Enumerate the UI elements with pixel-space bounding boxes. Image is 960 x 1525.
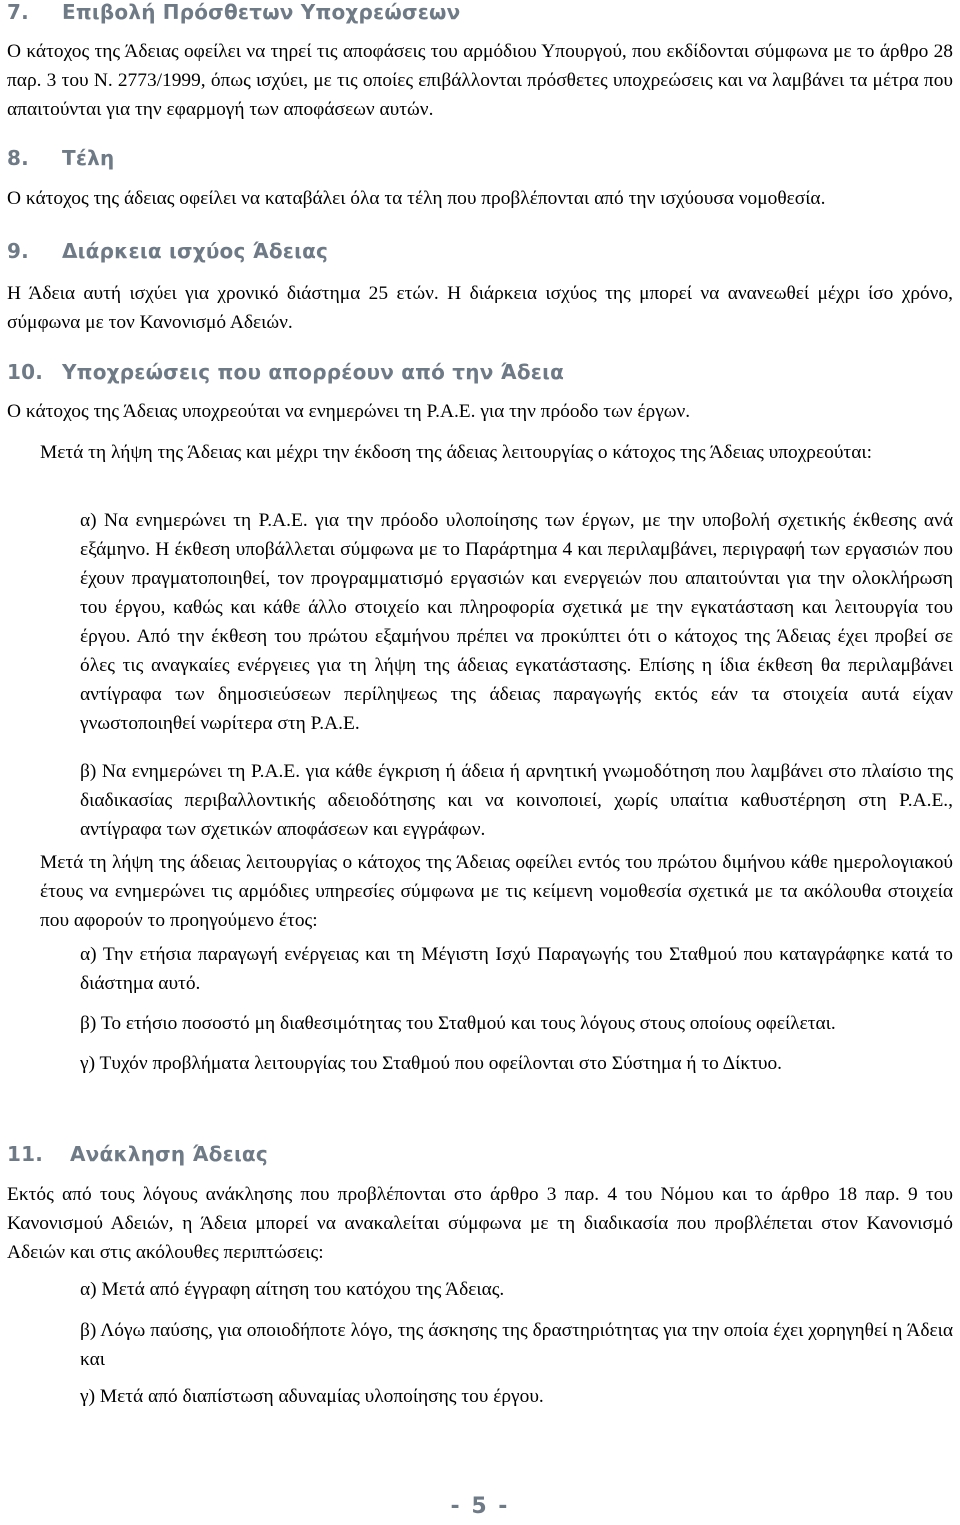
section-10-item-c2: β) Το ετήσιο ποσοστό μη διαθεσιμότητας του Σταθμού και τους λόγους στους οποίους οφείλεται. xyxy=(80,1013,836,1034)
section-8-title: Τέλη xyxy=(62,146,115,170)
section-10-paragraph-1: Ο κάτοχος της Άδειας υποχρεούται να ενημερώνει τη Ρ.Α.Ε. για την πρόοδο των έργων. xyxy=(7,401,691,422)
section-10-item-c1: α) Την ετήσια παραγωγή ενέργειας και τη Μέγιστη Ισχύ Παραγωγής του Σταθμού που καταγράφηκε κατά το διάστημα αυτό. xyxy=(80,944,953,994)
section-9-heading xyxy=(7,239,328,263)
section-8-paragraph: Ο κάτοχος της άδειας οφείλει να καταβάλει όλα τα τέλη που προβλέπονται από την ισχύουσα νομοθεσία. xyxy=(7,188,826,209)
section-9-number: 9. xyxy=(7,239,29,263)
section-10-number: 10. xyxy=(7,360,44,384)
section-7-title: Επιβολή Πρόσθετων Υποχρεώσεων xyxy=(62,0,461,24)
section-10-item-a: α) Να ενημερώνει τη Ρ.Α.Ε. για την πρόοδο υλοποίησης των έργων, με την υποβολή σχετικής έκθεσης ανά εξάμηνο. Η έκθεση υποβάλλεται σύμφωνα με το Παράρτημα 4 και περιλαμβάνει, περιγραφή των εργασιών που έχουν πραγματοποιηθεί, τον προγραμματισμό εργασιών και ενεργειών που απαιτούνται για την ολοκλήρωση του έργου, καθώς και κάθε άλλο στοιχείο και πληροφορία σχετικά με την εγκατάσταση και λειτουργία του έργου. Από την έκθεση του πρώτου εξαμήνου πρέπει να προκύπτει ότι ο κάτοχος της Άδειας έχει προβεί σε όλες τις αναγκαίες ενέργειες για τη λήψη της άδειας εγκατάστασης. Επίσης η ίδια έκθεση θα περιλαμβάνει αντίγραφα των δημοσιεύσεων περίληψεως της άδειας παραγωγής εκτός εάν τα στοιχεία αυτά είχαν γνωστοποιηθεί νωρίτερα στη Ρ.Α.Ε. xyxy=(80,510,953,734)
section-11-item-b: β) Λόγω παύσης, για οποιοδήποτε λόγο, της άσκησης της δραστηριότητας για την οποία έχει χορηγηθεί η Άδεια και xyxy=(80,1320,953,1370)
section-11-paragraph: Εκτός από τους λόγους ανάκλησης που προβλέπονται στο άρθρο 3 παρ. 4 του Νόμου και το άρθρο 18 παρ. 9 του Κανονισμού Αδειών, η Άδεια μπορεί να ανακαλείται σύμφωνα με τη διαδικασία που προβλέπεται στον Κανονισμό Αδειών και στις ακόλουθες περιπτώσεις: xyxy=(7,1184,953,1263)
section-11-item-c: γ) Μετά από διαπίστωση αδυναμίας υλοποίησης του έργου. xyxy=(80,1386,544,1407)
section-10-paragraph-2: Μετά τη λήψη της Άδειας και μέχρι την έκδοση της άδειας λειτουργίας ο κάτοχος της Άδειας υποχρεούται: xyxy=(40,442,872,463)
section-11-number: 11. xyxy=(7,1142,44,1166)
section-10-item-c3: γ) Τυχόν προβλήματα λειτουργίας του Σταθμού που οφείλονται στο Σύστημα ή το Δίκτυο. xyxy=(80,1053,783,1074)
section-10-item-b: β) Να ενημερώνει τη Ρ.Α.Ε. για κάθε έγκριση ή άδεια ή αρνητική γνωμοδότηση που λαμβάνει στο πλαίσιο της διαδικασίας περιβαλλοντικής αδειοδότησης και να κοινοποιεί, χωρίς υπαίτια καθυστέρηση στη Ρ.Α.Ε., αντίγραφα των σχετικών αποφάσεων και εγγράφων. xyxy=(80,761,953,840)
section-11-heading xyxy=(7,1142,268,1166)
section-10-title: Υποχρεώσεις που απορρέουν από την Άδεια xyxy=(62,360,565,384)
section-11-title: Ανάκληση Άδειας xyxy=(70,1142,268,1166)
section-7-number: 7. xyxy=(7,0,29,24)
section-9-paragraph: Η Άδεια αυτή ισχύει για χρονικό διάστημα 25 ετών. Η διάρκεια ισχύος της μπορεί να ανανεωθεί μέχρι ίσο χρόνο, σύμφωνα με τον Κανονισμό Αδειών. xyxy=(7,283,953,333)
section-10-paragraph-3: Μετά τη λήψη της άδειας λειτουργίας ο κάτοχος της Άδειας οφείλει εντός του πρώτου διμήνου κάθε ημερολογιακού έτους να ενημερώνει τις αρμόδιες υπηρεσίες σύμφωνα με τις κείμενη νομοθεσία σχετικά με τα ακόλουθα στοιχεία που αφορούν το προηγούμενο έτος: xyxy=(40,852,953,931)
section-7-heading xyxy=(7,0,460,24)
page-number: - 5 - xyxy=(450,1494,510,1519)
section-7-paragraph: Ο κάτοχος της Άδειας οφείλει να τηρεί τις αποφάσεις του αρμόδιου Υπουργού, που εκδίδονται σύμφωνα με το άρθρο 28 παρ. 3 του Ν. 2773/1999, όπως ισχύει, με τις οποίες επιβάλλονται πρόσθετες υποχρεώσεις και να λαμβάνει τα μέτρα που απαιτούνται για την εφαρμογή των αποφάσεων αυτών. xyxy=(7,41,953,120)
section-9-title: Διάρκεια ισχύος Άδειας xyxy=(62,239,329,263)
section-8-heading xyxy=(7,146,114,170)
section-11-item-a: α) Μετά από έγγραφη αίτηση του κατόχου της Άδειας. xyxy=(80,1279,505,1300)
section-8-number: 8. xyxy=(7,146,29,170)
section-10-heading xyxy=(7,360,564,384)
